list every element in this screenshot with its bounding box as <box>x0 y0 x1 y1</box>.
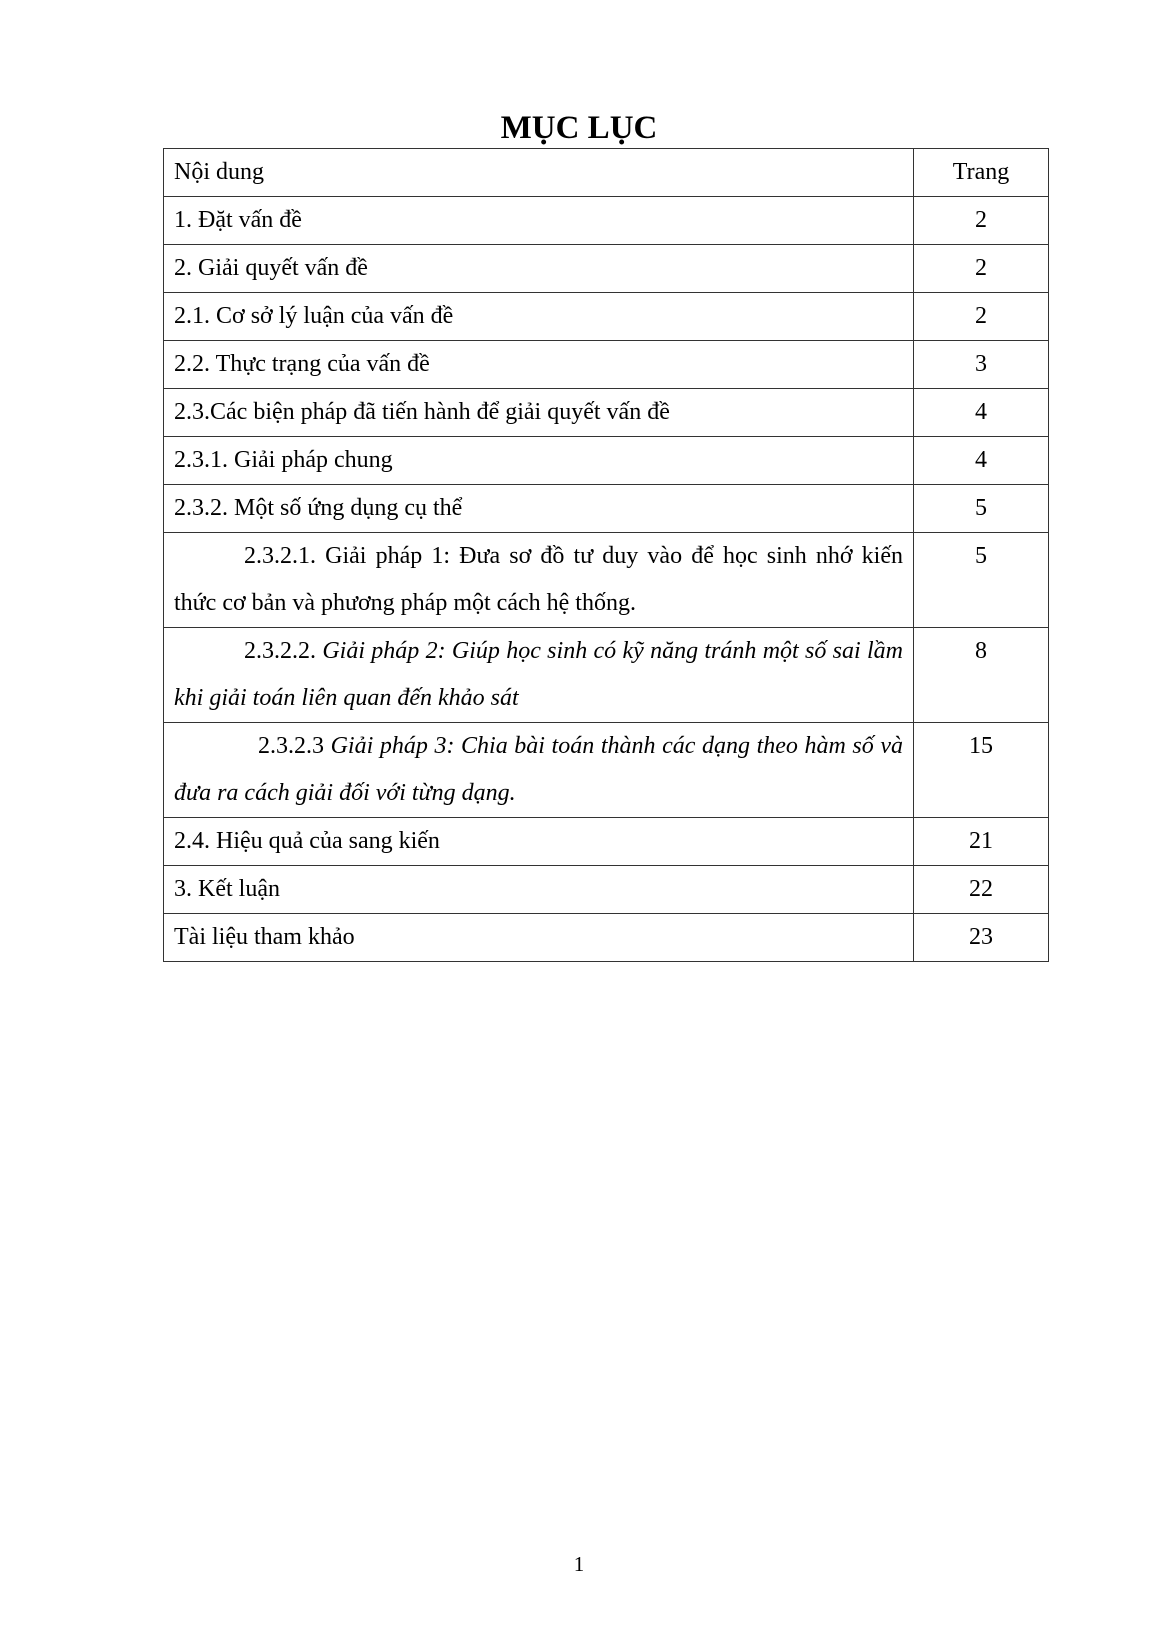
toc-entry-number: 2.3.2.2. <box>244 638 316 664</box>
toc-entry-page: 5 <box>914 533 1049 628</box>
toc-entry-number: 2.3.2.3 <box>258 733 324 759</box>
toc-entry-page: 5 <box>914 485 1049 533</box>
toc-entry-title <box>164 533 914 628</box>
toc-entry-number: 2.3.2.1. <box>244 543 316 569</box>
toc-entry-page: 22 <box>914 866 1049 914</box>
toc-entry-text: Giải pháp 3: Chia bài toán thành các dạng theo hàm số và đưa ra cách giải đối với từng dạng. <box>174 733 903 806</box>
column-header-content: Nội dung <box>164 149 914 197</box>
toc-entry-title <box>164 628 914 723</box>
table-row <box>164 723 1049 818</box>
toc-entry-page: 2 <box>914 293 1049 341</box>
toc-entry-page: 4 <box>914 437 1049 485</box>
table-row <box>164 197 1049 245</box>
table-row <box>164 389 1049 437</box>
toc-entry-text: Giải pháp 1: Đưa sơ đồ tư duy vào để học sinh nhớ kiến thức cơ bản và phương pháp một cách hệ thống. <box>174 543 903 616</box>
toc-entry-text: Giải pháp 2: Giúp học sinh có kỹ năng tránh một số sai lầm khi giải toán liên quan đến khảo sát <box>174 638 903 711</box>
toc-entry-title: Tài liệu tham khảo <box>164 914 914 962</box>
toc-entry-page: 21 <box>914 818 1049 866</box>
toc-entry-title: 2.2. Thực trạng của vấn đề <box>164 341 914 389</box>
table-header-row <box>164 149 1049 197</box>
toc-entry-title: 2.3.2. Một số ứng dụng cụ thể <box>164 485 914 533</box>
toc-entry-page: 2 <box>914 197 1049 245</box>
toc-entry-title: 2.1. Cơ sở lý luận của vấn đề <box>164 293 914 341</box>
toc-entry-title: 2. Giải quyết vấn đề <box>164 245 914 293</box>
column-header-page: Trang <box>914 149 1049 197</box>
toc-entry-page: 15 <box>914 723 1049 818</box>
table-row <box>164 533 1049 628</box>
toc-entry-page: 2 <box>914 245 1049 293</box>
toc-entry-page: 4 <box>914 389 1049 437</box>
toc-entry-page: 23 <box>914 914 1049 962</box>
table-row <box>164 628 1049 723</box>
document-title: MỤC LỤC <box>500 110 658 146</box>
toc-entry-title: 1. Đặt vấn đề <box>164 197 914 245</box>
table-of-contents <box>163 148 1049 962</box>
table-row <box>164 866 1049 914</box>
toc-entry-page: 8 <box>914 628 1049 723</box>
toc-entry-title <box>164 723 914 818</box>
table-row <box>164 341 1049 389</box>
toc-entry-title: 3. Kết luận <box>164 866 914 914</box>
page-number: 1 <box>573 1552 585 1576</box>
table-row <box>164 485 1049 533</box>
table-row <box>164 818 1049 866</box>
table-row <box>164 245 1049 293</box>
table-row <box>164 293 1049 341</box>
toc-entry-title: 2.3.1. Giải pháp chung <box>164 437 914 485</box>
toc-entry-title: 2.3.Các biện pháp đã tiến hành để giải quyết vấn đề <box>164 389 914 437</box>
table-row <box>164 437 1049 485</box>
toc-entry-page: 3 <box>914 341 1049 389</box>
toc-entry-title: 2.4. Hiệu quả của sang kiến <box>164 818 914 866</box>
table-row <box>164 914 1049 962</box>
